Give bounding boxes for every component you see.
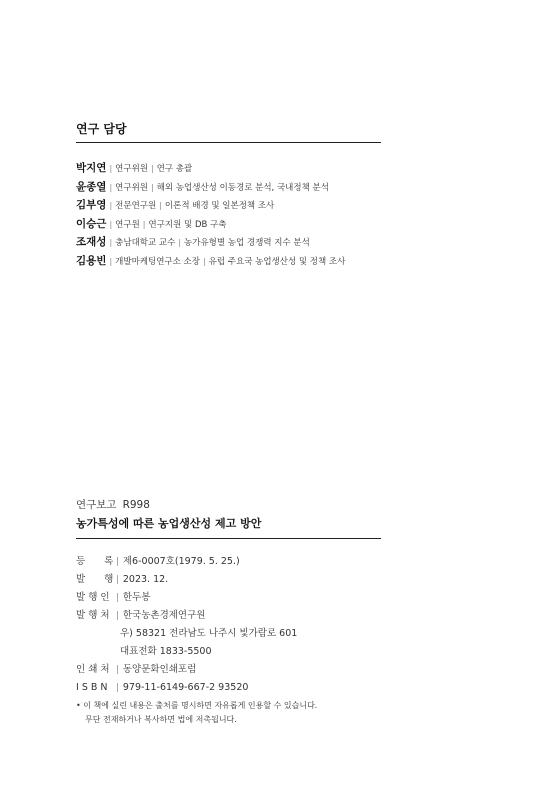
staff-role: 연구원 <box>115 219 140 230</box>
separator: | <box>159 201 162 210</box>
pub-row-registration <box>76 553 297 571</box>
separator: | <box>116 575 119 585</box>
staff-name: 이승근 <box>76 217 107 230</box>
staff-task: 연구 총괄 <box>156 164 193 174</box>
staff-task: 해외 농업생산성 이동경로 분석, 국내정책 분석 <box>156 182 329 193</box>
staff-row <box>76 157 345 176</box>
separator: | <box>202 256 206 266</box>
pub-value: 한두봉 <box>122 592 151 603</box>
pub-value: 2023. 12. <box>122 574 169 585</box>
issuer-address: 우) 58321 전라남도 나주시 빛가람로 601 <box>120 628 298 639</box>
separator: | <box>142 219 146 229</box>
staff-task: 이론적 배경 및 일본정책 조사 <box>164 201 275 211</box>
pub-row-date <box>76 571 297 589</box>
notice-line: • 이 책에 실린 내용은 출처를 명시하면 자유롭게 인용할 수 있습니다. <box>76 701 318 710</box>
staff-row <box>76 176 345 195</box>
separator: | <box>116 557 119 567</box>
pub-label: 발 행 인 <box>76 592 110 603</box>
separator: | <box>116 611 119 621</box>
publication-info <box>76 553 297 697</box>
pub-label: 발 행 <box>76 574 114 585</box>
separator: | <box>116 593 119 603</box>
copyright-notice <box>76 699 317 727</box>
report-series: 연구보고 <box>76 499 117 511</box>
separator: | <box>109 238 113 247</box>
staff-role: 연구위원 <box>115 164 148 174</box>
separator: | <box>109 164 113 173</box>
pub-value: 979-11-6149-667-2 93520 <box>122 682 249 693</box>
separator: | <box>116 665 119 675</box>
staff-name: 조재성 <box>76 236 107 248</box>
pub-row-publisher <box>76 589 297 607</box>
pub-row-printer <box>76 661 297 679</box>
staff-role: 충남대학교 교수 <box>115 238 176 248</box>
report-title: 농가특성에 따른 농업생산성 제고 방안 <box>76 517 262 530</box>
staff-list <box>76 157 345 268</box>
section-title: 연구 담당 <box>76 122 127 136</box>
staff-task: 유럽 주요국 농업생산성 및 정책 조사 <box>208 256 346 267</box>
separator: | <box>109 182 113 192</box>
staff-role: 개발마케팅연구소 소장 <box>115 256 200 267</box>
staff-name: 김용빈 <box>76 254 107 267</box>
staff-task: 농가유형별 농업 경쟁력 지수 분석 <box>184 238 310 248</box>
staff-row <box>76 194 345 213</box>
pub-value: 한국농촌경제연구원 <box>122 610 206 621</box>
separator: | <box>151 182 154 192</box>
separator: | <box>109 201 113 210</box>
separator: | <box>178 238 182 247</box>
pub-label: 등 록 <box>76 556 114 567</box>
separator: | <box>116 683 119 693</box>
middle-divider <box>76 538 381 539</box>
issuer-phone: 대표전화 1833-5500 <box>120 646 212 657</box>
report-code: R998 <box>122 499 150 511</box>
staff-row <box>76 250 345 269</box>
pub-value: 동양문화인쇄포럼 <box>122 664 197 675</box>
separator: | <box>151 164 154 173</box>
staff-task: 연구지원 및 DB 구축 <box>148 219 227 230</box>
report-number <box>76 497 156 512</box>
staff-role: 전문연구원 <box>115 201 157 211</box>
separator: | <box>109 219 113 229</box>
staff-row <box>76 231 345 250</box>
pub-value: 제6-0007호(1979. 5. 25.) <box>122 556 240 567</box>
staff-row <box>76 213 345 232</box>
separator: | <box>109 256 113 266</box>
pub-row-issuer <box>76 607 297 625</box>
staff-name: 박지연 <box>76 162 107 174</box>
pub-label: I S B N <box>76 682 108 693</box>
pub-label: 인 쇄 처 <box>76 664 110 675</box>
top-divider <box>76 142 381 143</box>
pub-row-isbn <box>76 679 297 697</box>
staff-name: 윤종열 <box>76 180 107 193</box>
pub-label: 발 행 처 <box>76 610 110 621</box>
notice-line: 무단 전재하거나 복사하면 법에 저촉됩니다. <box>85 715 237 724</box>
staff-role: 연구위원 <box>115 182 148 193</box>
staff-name: 김부영 <box>76 199 107 211</box>
